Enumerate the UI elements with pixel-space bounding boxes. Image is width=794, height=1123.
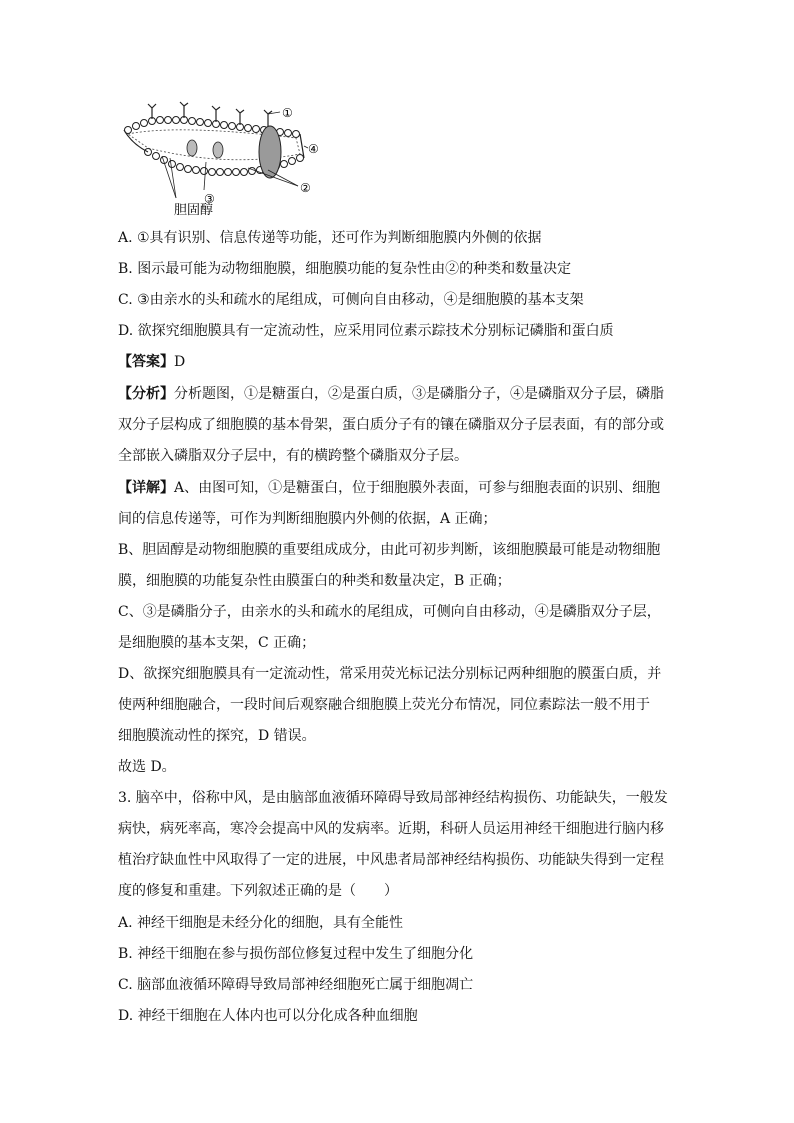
detail-line-2: 间的信息传递等，可作为判断细胞膜内外侧的依据，A 正确；	[118, 511, 497, 527]
analysis-line-3: 全部嵌入磷脂双分子层中，有的横跨整个磷脂双分子层。	[118, 448, 468, 464]
detail-line-4: 膜，细胞膜的功能复杂性由膜蛋白的种类和数量决定，B 正确；	[118, 573, 511, 589]
analysis-line-1: 【分析】分析题图，①是糖蛋白，②是蛋白质，③是磷脂分子，④是磷脂双分子层，磷脂	[118, 386, 664, 402]
option-b: B. 图示最可能为动物细胞膜，细胞膜功能的复杂性由②的种类和数量决定	[118, 261, 572, 277]
label-4: ④	[308, 142, 319, 156]
q3-line-3: 植治疗缺血性中风取得了一定的进展，中风患者局部神经结构损伤、功能缺失得到一定程	[118, 852, 664, 868]
cell-membrane-figure	[118, 100, 328, 220]
fluid-mosaic-diagram	[118, 100, 328, 220]
figure-caption: 胆固醇	[174, 203, 214, 218]
answer-text: D	[174, 354, 186, 370]
detail-line-9: 细胞膜流动性的探究，D 错误。	[118, 728, 316, 744]
detail-label: 【详解】	[118, 480, 174, 496]
q3-line-4: 度的修复和重建。下列叙述正确的是（ ）	[118, 883, 398, 899]
q3-option-d: D. 神经干细胞在人体内也可以分化成各种血细胞	[118, 1008, 418, 1024]
option-c: C. ③由亲水的头和疏水的尾组成，可侧向自由移动，④是细胞膜的基本支架	[118, 292, 584, 308]
analysis-label: 【分析】	[118, 386, 174, 402]
q3-line-1: 3. 脑卒中，俗称中风，是由脑部血液循环障碍导致局部神经结构损伤、功能缺失，一般发	[118, 790, 668, 806]
answer-line	[118, 352, 185, 372]
analysis-line-2: 双分子层构成了细胞膜的基本骨架，蛋白质分子有的镶在磷脂双分子层表面，有的部分或	[118, 417, 664, 433]
detail-line-6: 是细胞膜的基本支架，C 正确；	[118, 635, 316, 651]
answer-label: 【答案】	[118, 354, 174, 370]
detail-line-1: 【详解】A、由图可知，①是糖蛋白，位于细胞膜外表面，可参与细胞表面的识别、细胞	[118, 480, 661, 496]
detail-line-3: B、胆固醇是动物细胞膜的重要组成成分，由此可初步判断，该细胞膜最可能是动物细胞	[118, 542, 661, 558]
q3-line-2: 病快，病死率高，寒冷会提高中风的发病率。近期，科研人员运用神经干细胞进行脑内移	[118, 821, 664, 837]
protein-molecule	[259, 126, 281, 178]
label-1: ①	[282, 106, 293, 120]
q3-option-c: C. 脑部血液循环障碍导致局部神经细胞死亡属于细胞凋亡	[118, 977, 474, 993]
detail-line-8: 使两种细胞融合，一段时间后观察融合细胞膜上荧光分布情况，同位素踪法一般不用于	[118, 697, 650, 713]
option-d: D. 欲探究细胞膜具有一定流动性，应采用同位素示踪技术分别标记磷脂和蛋白质	[118, 323, 614, 339]
label-3: ③	[204, 192, 215, 206]
detail-line-7: D、欲探究细胞膜具有一定流动性，常采用荧光标记法分别标记两种细胞的膜蛋白质，并	[118, 666, 662, 682]
q3-option-a: A. 神经干细胞是未经分化的细胞，具有全能性	[118, 915, 404, 931]
detail-line-10: 故选 D。	[118, 759, 176, 775]
option-a: A. ①具有识别、信息传递等功能，还可作为判断细胞膜内外侧的依据	[118, 230, 542, 246]
label-2: ②	[300, 181, 311, 195]
detail-line-5: C、③是磷脂分子，由亲水的头和疏水的尾组成，可侧向自由移动，④是磷脂双分子层，	[118, 604, 661, 620]
q3-option-b: B. 神经干细胞在参与损伤部位修复过程中发生了细胞分化	[118, 946, 474, 962]
